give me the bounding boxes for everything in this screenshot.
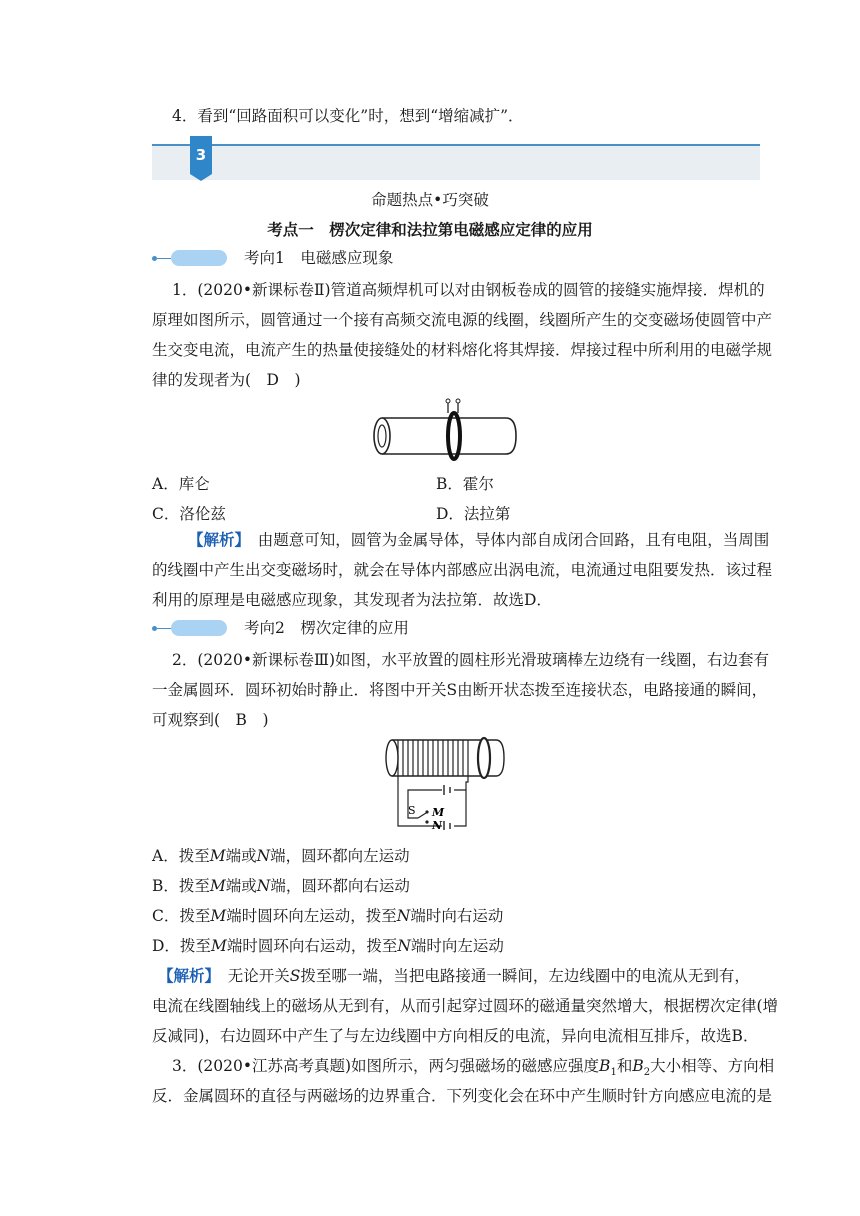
banner-background <box>152 146 760 180</box>
direction-marker-2 <box>152 620 232 636</box>
pipe-end <box>374 418 390 454</box>
direction-marker-1 <box>152 250 232 266</box>
coil-windings <box>398 740 468 776</box>
topic-heading: 考点一 楞次定律和法拉第电磁感应定律的应用 <box>267 220 593 239</box>
q1-figure-pipe-coil <box>368 396 522 466</box>
q1-line: 律的发现者为( D ) <box>152 371 301 389</box>
terminal <box>446 399 450 403</box>
q1-analysis <box>188 530 778 550</box>
label-m: M <box>432 806 445 819</box>
metal-ring <box>478 738 490 778</box>
switch-arm <box>418 813 426 818</box>
q2-option-a: A．拨至M端或N端，圆环都向左运动 <box>152 847 410 865</box>
marker-line <box>157 258 171 259</box>
q2-option-d: D．拨至M端时圆环向右运动，拨至N端时向左运动 <box>152 937 504 955</box>
q2-option-c: C．拨至M端时圆环向左运动，拨至N端时向右运动 <box>152 907 504 925</box>
q2-option-b: B．拨至M端或N端，圆环都向右运动 <box>152 877 410 895</box>
rod-end <box>386 740 398 776</box>
direction-2-label: 考向2 楞次定律的应用 <box>244 619 409 637</box>
terminal-n <box>425 820 428 823</box>
analysis-text: 由题意可知，圆管为金属导体，导体内部自成闭合回路，且有电阻，当周围 <box>242 531 770 549</box>
terminal <box>456 399 460 403</box>
intro-item: 4．看到“回路面积可以变化”时，想到“增缩减扩”． <box>172 107 524 125</box>
direction-1-label: 考向1 电磁感应现象 <box>244 249 394 267</box>
section-number-badge: 3 <box>190 136 212 174</box>
q2-analysis: 【解析】 无论开关S拨至哪一端，当把电路接通一瞬间，左边线圈中的电流从无到有， <box>158 966 750 985</box>
batteries <box>444 785 450 830</box>
banner-rule <box>152 144 760 146</box>
q1-line: 生交变电流，电流产生的热量使接缝处的材料熔化将其焊接．焊接过程中所利用的电磁学规 <box>152 341 773 359</box>
marker-pill <box>171 250 227 266</box>
label-s: S <box>408 804 416 817</box>
q2-line: 2．(2020•新课标卷Ⅲ)如图，水平放置的圆柱形光滑玻璃棒左边绕有一线圈，右边套有 <box>172 651 769 669</box>
q2-line: 一金属圆环．圆环初始时静止．将图中开关S由断开状态拨至连接状态，电路接通的瞬间， <box>152 681 768 699</box>
q1-option-a: A．库仑 <box>152 475 210 493</box>
section-banner <box>152 136 760 180</box>
q3-line-2: 反．金属圆环的直径与两磁场的边界重合．下列变化会在环中产生顺时针方向感应电流的是 <box>152 1087 773 1105</box>
section-title: 命题热点•巧突破 <box>371 191 489 209</box>
marker-pill <box>171 620 227 636</box>
analysis-tag: 【解析】 <box>188 530 243 549</box>
q1-option-d: D．法拉第 <box>436 505 511 523</box>
q1-analysis-line: 的线圈中产生出交变磁场时，就会在导体内部感应出涡电流，电流通过电阻要发热．该过程 <box>152 561 773 579</box>
q1-option-b: B．霍尔 <box>436 475 494 493</box>
q2-analysis-line: 电流在线圈轴线上的磁场从无到有，从而引起穿过圆环的磁通量突然增大，根据楞次定律(增 <box>152 997 779 1015</box>
q1-line: 原理如图所示，圆管通过一个接有高频交流电源的线圈，线圈所产生的交变磁场使圆管中产 <box>152 311 773 329</box>
q1-analysis-line: 利用的原理是电磁感应现象，其发现者为法拉第．故选D． <box>152 591 552 609</box>
label-n: N <box>432 819 443 830</box>
q2-line: 可观察到( B ) <box>152 711 269 729</box>
q2-analysis-line: 反减同)，右边圆环中产生了与左边线圈中方向相反的电流，异向电流相互排斥，故选B． <box>152 1027 759 1045</box>
analysis-tag: 【解析】 <box>158 966 213 985</box>
marker-line <box>157 628 171 629</box>
q1-option-c: C．洛伦兹 <box>152 505 226 523</box>
q2-figure-glass-rod-coil <box>380 732 510 830</box>
q1-line: 1．(2020•新课标卷Ⅱ)管道高频焊机可以对由钢板卷成的圆管的接缝实施焊接．焊机的 <box>172 281 765 299</box>
q3-line-1: 3．(2020•江苏高考真题)如图所示，两匀强磁场的磁感应强度$B_1$和$B_2$大小相等、方向相 <box>172 1057 775 1079</box>
